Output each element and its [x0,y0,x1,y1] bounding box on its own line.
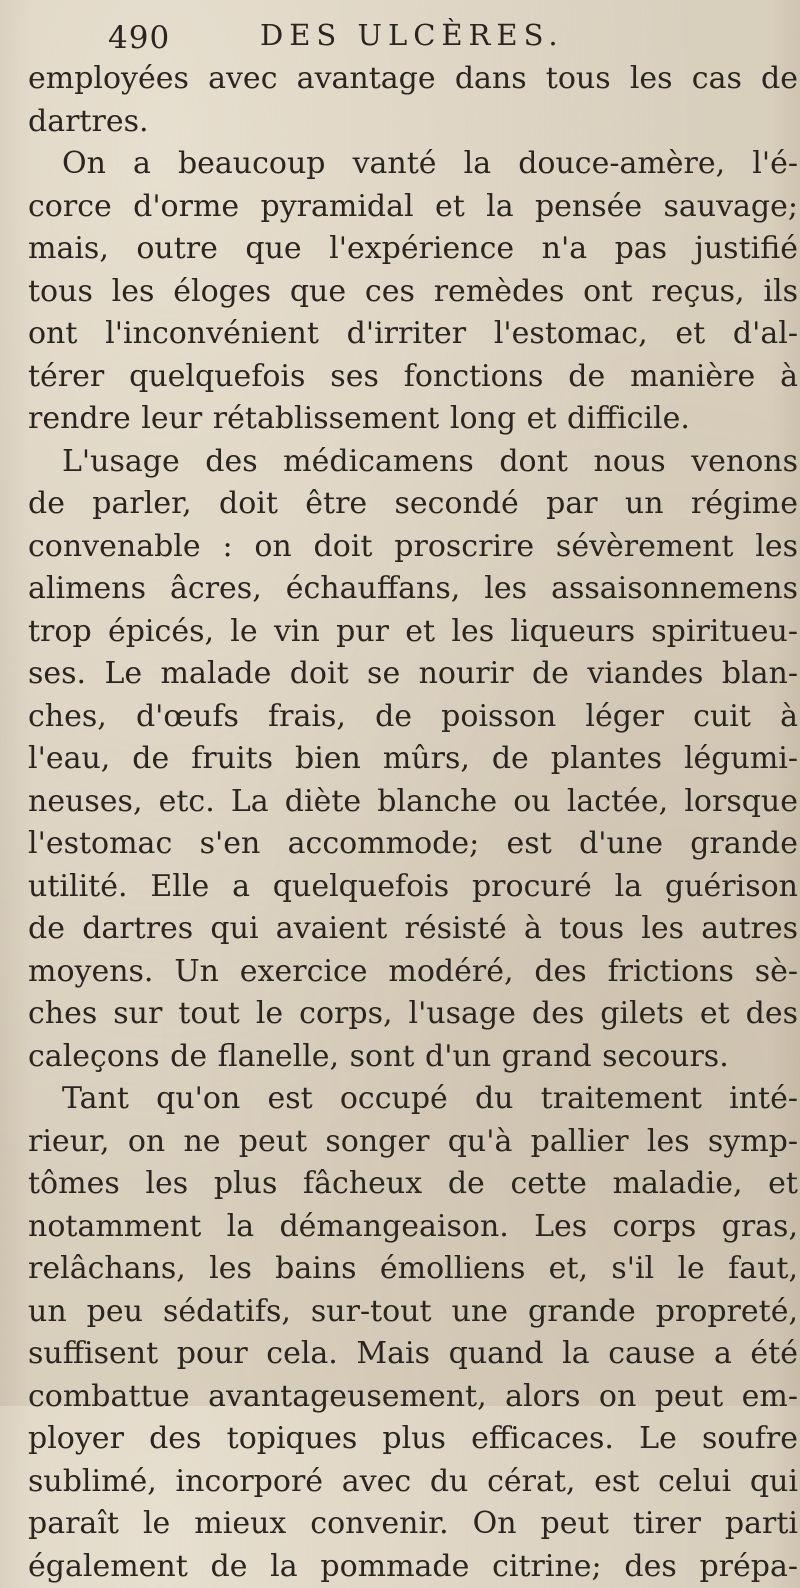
text-line: convenable : on doit proscrire sévèrement les [28,526,798,569]
text-line: L'usage des médicamens dont nous venons [28,441,798,484]
text-line: paraît le mieux convenir. On peut tirer parti [28,1503,798,1546]
text-line: de parler, doit être secondé par un régime [28,483,798,526]
text-line: notamment la démangeaison. Les corps gras, [28,1206,798,1249]
text-line: On a beaucoup vanté la douce-amère, l'é- [28,143,798,186]
page-number: 490 [108,20,170,56]
text-line: relâchans, les bains émolliens et, s'il le faut, [28,1248,798,1291]
text-line: Tant qu'on est occupé du traitement inté- [28,1078,798,1121]
running-head [28,6,790,58]
text-line: caleçons de flanelle, sont d'un grand secours. [28,1036,798,1079]
text-line: l'estomac s'en accommode; est d'une grande [28,823,798,866]
text-line: employées avec avantage dans tous les cas de [28,58,798,101]
text-line: ont l'inconvénient d'irriter l'estomac, et d'al- [28,313,798,356]
text-line: également de la pommade citrine; des prépa- [28,1546,798,1588]
text-line: trop épicés, le vin pur et les liqueurs spiritueu- [28,611,798,654]
text-line: moyens. Un exercice modéré, des frictions sè- [28,951,798,994]
text-line: de dartres qui avaient résisté à tous les autres [28,908,798,951]
text-line: alimens âcres, échauffans, les assaisonnemens [28,568,798,611]
text-line: corce d'orme pyramidal et la pensée sauvage; [28,186,798,229]
text-line: neuses, etc. La diète blanche ou lactée, lorsque [28,781,798,824]
text-line: tômes les plus fâcheux de cette maladie, et [28,1163,798,1206]
text-line: ses. Le malade doit se nourir de viandes blan- [28,653,798,696]
text-line: dartres. [28,101,798,144]
text-line: rendre leur rétablissement long et difficile. [28,398,798,441]
text-line: sublimé, incorporé avec du cérat, est celui qui [28,1461,798,1504]
text-line: tous les éloges que ces remèdes ont reçus, ils [28,271,798,314]
running-title: DES ULCÈRES. [260,18,564,52]
text-line: ployer des topiques plus efficaces. Le soufre [28,1418,798,1461]
text-line: suffisent pour cela. Mais quand la cause a été [28,1333,798,1376]
text-line: un peu sédatifs, sur-tout une grande propreté, [28,1291,798,1334]
text-line: rieur, on ne peut songer qu'à pallier les symp- [28,1121,798,1164]
text-line: mais, outre que l'expérience n'a pas justifié [28,228,798,271]
text-line: ches sur tout le corps, l'usage des gilets et des [28,993,798,1036]
text-line: térer quelquefois ses fonctions de manière à [28,356,798,399]
body-text [28,58,790,1588]
text-line: ches, d'œufs frais, de poisson léger cuit à [28,696,798,739]
text-line: utilité. Elle a quelquefois procuré la guérison [28,866,798,909]
text-line: combattue avantageusement, alors on peut em- [28,1376,798,1419]
text-line: l'eau, de fruits bien mûrs, de plantes légumi- [28,738,798,781]
